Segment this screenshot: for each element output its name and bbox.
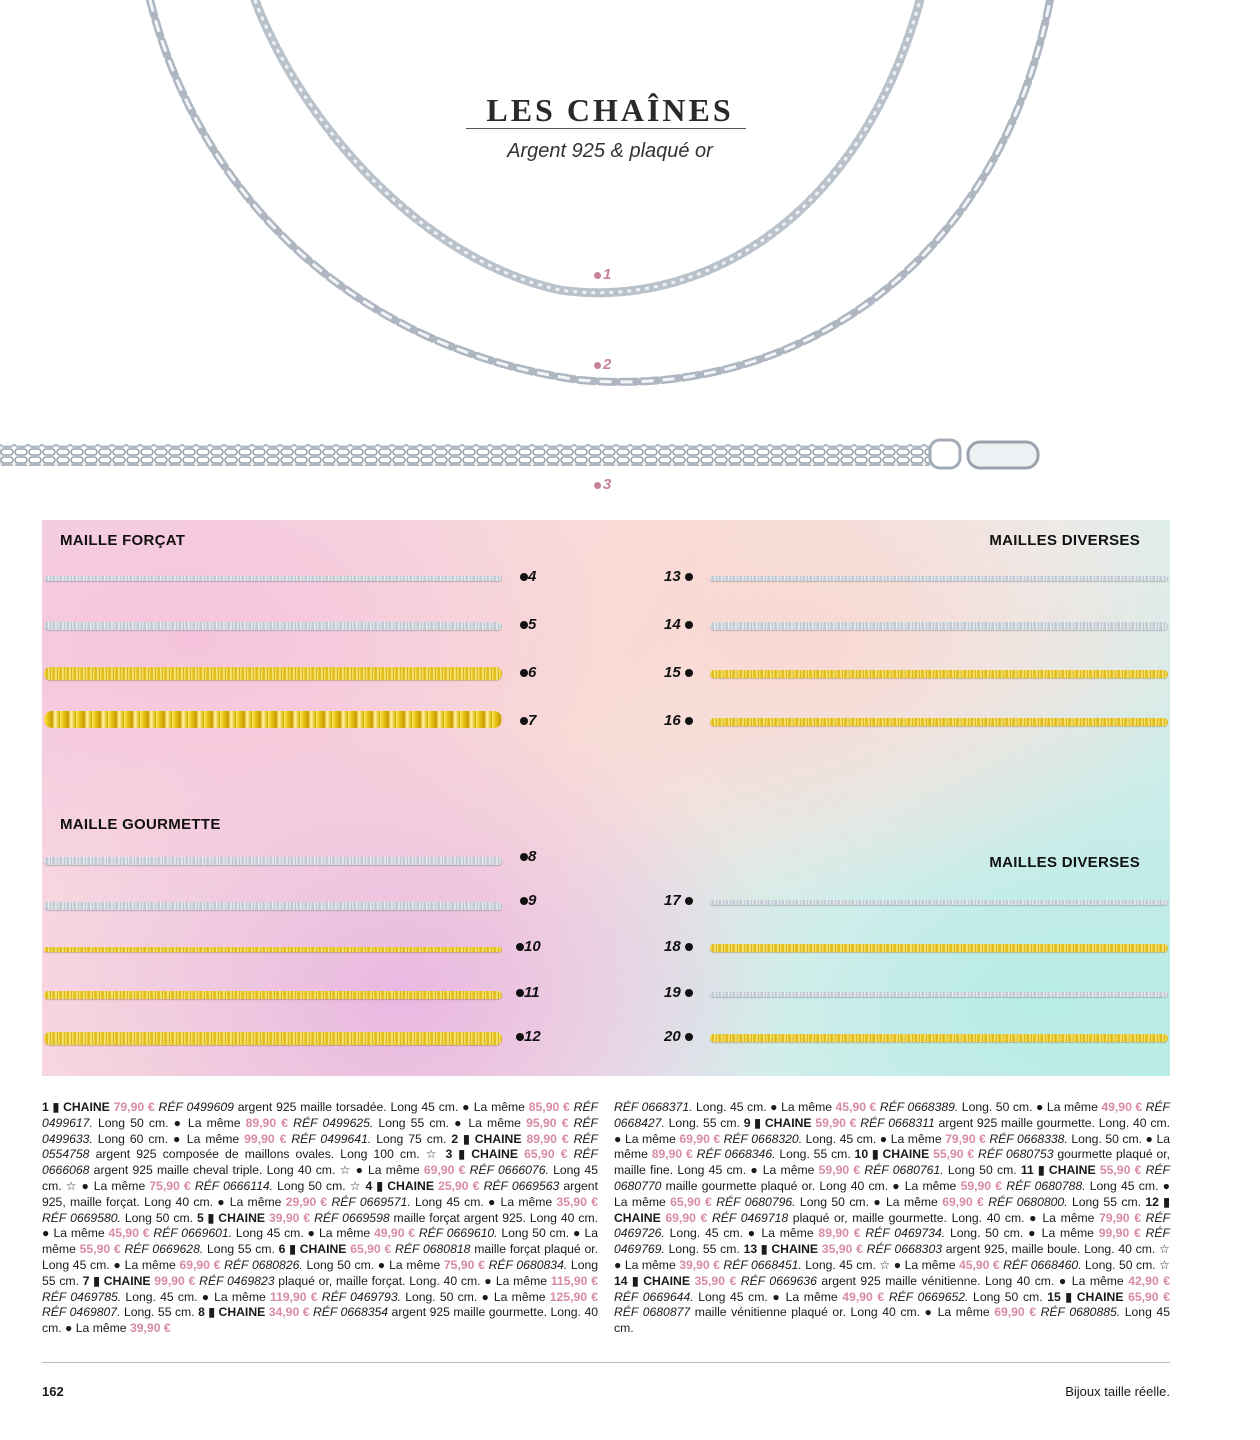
chain-sample-10 [44, 947, 502, 952]
chain-sample-6 [44, 667, 502, 680]
chain-label-7: 7 [520, 712, 536, 729]
chain-label-10: 10 [516, 938, 541, 955]
chain-label-19: 19 [664, 984, 693, 1001]
chain-sample-8 [44, 857, 502, 865]
chain-sample-4 [44, 576, 502, 581]
chain-sample-17 [710, 900, 1168, 905]
hero-chains-illustration [0, 0, 1260, 500]
chain-label-4: 4 [520, 568, 536, 585]
chain-sample-11 [44, 991, 502, 999]
chain-sample-20 [710, 1034, 1168, 1042]
chain-sample-18 [710, 944, 1168, 952]
footer-note: Bijoux taille réelle. [1065, 1384, 1170, 1399]
chain-label-13: 13 [664, 568, 693, 585]
chain-label-16: 16 [664, 712, 693, 729]
title-divider [466, 128, 746, 129]
chain-label-20: 20 [664, 1028, 693, 1045]
page-title: LES CHAÎNES [486, 92, 734, 128]
chain-label-15: 15 [664, 664, 693, 681]
chain-label-11: 11 [516, 984, 540, 1001]
page-number: 162 [42, 1384, 64, 1399]
chain-label-9: 9 [520, 892, 536, 909]
hero-label-1: 1 [594, 266, 611, 283]
section-title-forcat: MAILLE FORÇAT [60, 532, 186, 549]
section-title-diverses-bottom: MAILLES DIVERSES [989, 854, 1140, 871]
hero-label-3: 3 [594, 476, 611, 493]
chain-label-12: 12 [516, 1028, 541, 1045]
chain-label-14: 14 [664, 616, 693, 633]
page-subtitle: Argent 925 & plaqué or [507, 140, 713, 162]
section-title-diverses-top: MAILLES DIVERSES [989, 532, 1140, 549]
chain-label-6: 6 [520, 664, 536, 681]
chain-sample-13 [710, 576, 1168, 581]
chain-label-17: 17 [664, 892, 693, 909]
chain-sample-19 [710, 992, 1168, 997]
chain-sample-9 [44, 902, 502, 910]
chain-sample-7 [44, 711, 502, 728]
chain-sample-14 [710, 622, 1168, 630]
chain-label-8: 8 [520, 848, 536, 865]
hero-label-2: 2 [594, 356, 611, 373]
chain-sample-15 [710, 670, 1168, 678]
chain-sample-5 [44, 622, 502, 630]
chain-label-18: 18 [664, 938, 693, 955]
footer-divider [42, 1362, 1170, 1363]
chain-samples-panel [42, 520, 1170, 1076]
chain-sample-16 [710, 718, 1168, 726]
chain-sample-12 [44, 1032, 502, 1045]
description-column-left: 1 ▮ CHAINE 79,90 € RÉF 0499609 argent 925 maille torsadée. Long 45 cm. ● La même 85,90 € RÉF 0499617. Long 50 cm. ● La même 89,90 € RÉF 0499625. Long 55 cm. ● La même 95,90 € RÉF 0499633. Long 60 cm. ● La même 99,90 € RÉF 0499641. Long 75 cm. 2 ▮ CHAINE 89,90 € RÉF 0554758 argent 925 composée de maillons ovales. Long 100 cm. ☆ 3 ▮ CHAINE 65,90 € RÉF 0666068 argent 925 maille cheval triple. Long 40 cm. ☆ ● La même 69,90 € RÉF 0666076. Long 45 cm. ☆ ● La même 75,90 € RÉF 0666114. Long 50 cm. ☆ 4 ▮ CHAINE 25,90 € RÉF 0669563 argent 925, maille forçat. Long 40 cm. ● La même 29,90 € RÉF 0669571. Long 45 cm. ● La même 35,90 € RÉF 0669580. Long 50 cm. 5 ▮ CHAINE 39,90 € RÉF 0669598 maille forçat argent 925. Long 40 cm. ● La même 45,90 € RÉF 0669601. Long 45 cm. ● La même 49,90 € RÉF 0669610. Long 50 cm. ● La même 55,90 € RÉF 0669628. Long 55 cm. 6 ▮ CHAINE 65,90 € RÉF 0680818 maille forçat plaqué or. Long 45 cm. ● La même 69,90 € RÉF 0680826. Long 50 cm. ● La même 75,90 € RÉF 0680834. Long 55 cm. 7 ▮ CHAINE 99,90 € RÉF 0469823 plaqué or, maille forçat. Long. 40 cm. ● La même 115,90 € RÉF 0469785. Long. 45 cm. ● La même 119,90 € RÉF 0469793. Long. 50 cm. ● La même 125,90 € RÉF 0469807. Long. 55 cm. 8 ▮ CHAINE 34,90 € RÉF 0668354 argent 925 maille gourmette. Long. 40 cm. ● La même 39,90 € [42, 1100, 599, 1336]
section-title-gourmette: MAILLE GOURMETTE [60, 816, 221, 833]
chain-label-5: 5 [520, 616, 536, 633]
description-column-right: RÉF 0668371. Long. 45 cm. ● La même 45,90 € RÉF 0668389. Long. 50 cm. ● La même 49,90 € RÉF 0668427. Long. 55 cm. 9 ▮ CHAINE 59,90 € RÉF 0668311 argent 925 maille gourmette. Long. 40 cm. ● La même 69,90 € RÉF 0668320. Long. 45 cm. ● La même 79,90 € RÉF 0668338. Long. 50 cm. ● La même 89,90 € RÉF 0668346. Long. 55 cm. 10 ▮ CHAINE 55,90 € RÉF 0680753 gourmette plaqué or, maille fine. Long 45 cm. ● La même 59,90 € RÉF 0680761. Long 50 cm. 11 ▮ CHAINE 55,90 € RÉF 0680770 maille gourmette plaqué or. Long 40 cm. ● La même 59,90 € RÉF 0680788. Long 45 cm. ● La même 65,90 € RÉF 0680796. Long 50 cm. ● La même 69,90 € RÉF 0680800. Long 55 cm. 12 ▮ CHAINE 69,90 € RÉF 0469718 plaqué or, maille gourmette. Long. 40 cm. ● La même 79,90 € RÉF 0469726. Long. 45 cm. ● La même 89,90 € RÉF 0469734. Long. 50 cm. ● La même 99,90 € RÉF 0469769. Long. 55 cm. 13 ▮ CHAINE 35,90 € RÉF 0668303 argent 925, maille boule. Long. 40 cm. ☆ ● La même 39,90 € RÉF 0668451. Long. 45 cm. ☆ ● La même 45,90 € RÉF 0668460. Long. 50 cm. ☆ 14 ▮ CHAINE 35,90 € RÉF 0669636 argent 925 maille vénitienne. Long 40 cm. ● La même 42,90 € RÉF 0669644. Long 45 cm. ● La même 49,90 € RÉF 0669652. Long 50 cm. 15 ▮ CHAINE 65,90 € RÉF 0680877 maille vénitienne plaqué or. Long 40 cm. ● La même 69,90 € RÉF 0680885. Long 45 cm. [614, 1100, 1171, 1336]
